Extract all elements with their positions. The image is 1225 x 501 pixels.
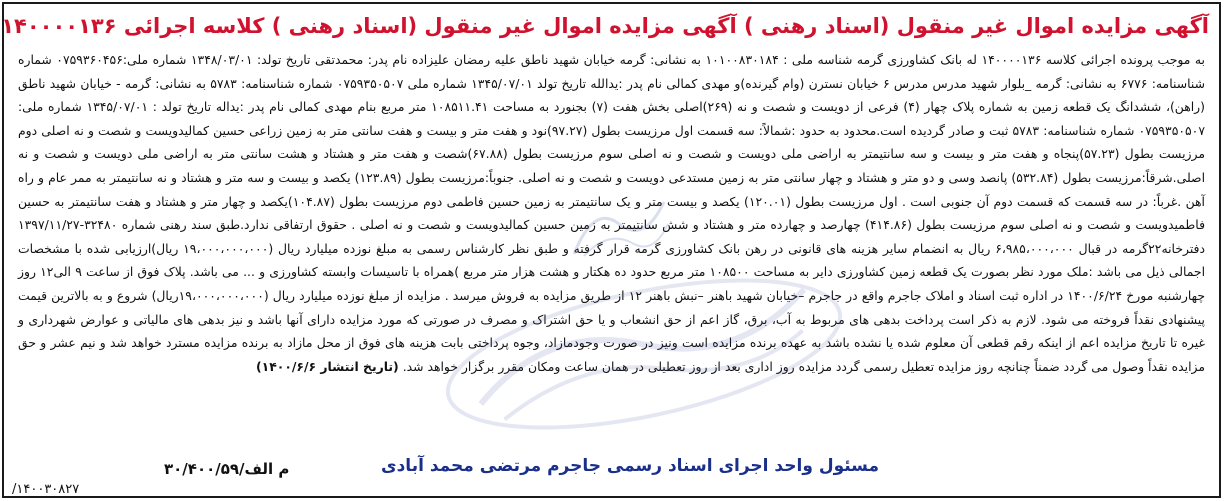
official-signature-line: مسئول واحد اجرای اسناد رسمی جاجرم مرتضی محمد آبادی — [381, 456, 879, 476]
notice-frame — [2, 2, 1221, 498]
notice-title: آگهی مزایده اموال غیر منقول (اسناد رهنی ) آگهی مزایده اموال غیر منقول (اسناد رهنی ) کلاسه اجرائی ۱۴۰۰۰۰۱۳۶ — [1, 14, 1209, 38]
notice-body — [18, 48, 1205, 428]
notice-body-text: به موجب پرونده اجرائی کلاسه ۱۴۰۰۰۰۱۳۶ له بانک کشاورزی گرمه شناسه ملی : ۱۰۱۰۰۸۳۰۱۸۴ به نشانی: گرمه خیابان شهید ناطق علیه رمضان علیزاده نام پدر: محمدتقی تاریخ تولد: ۱۳۴۸/۰۳/۰۱ شماره ملی:۰۷۵۹۳۶۰۴۵۶ شماره شناسنامه: ۶۷۷۶ به نشانی: گرمه _بلوار شهید مدرس مدرس ۶ خیابان نسترن (وام گیرنده)و مهدی کمالی نام پدر :یدالله تاریخ تولد ۱۳۴۵/۰۷/۰۱ شماره ملی ۰۷۵۹۳۵۰۵۰۷ شماره شناسنامه: ۵۷۸۳ به نشانی: گرمه - خیابان شهید ناطق (راهن)، ششدانگ یک قطعه زمین به شماره پلاک چهار (۴) فرعی از دویست و شصت و نه (۲۶۹)اصلی بخش هفت (۷) بجنورد به مساحت ۱۰۸۵۱۱.۴۱ متر مربع بنام مهدی کمالی نام پدر :یداله تاریخ تولد : ۱۳۴۵/۰۷/۰۱ شماره ملی: ۰۷۵۹۳۵۰۵۰۷ شماره شناسنامه: ۵۷۸۳ ثبت و صادر گردیده است.محدود به حدود :شمالاً: سه قسمت اول مرزیست بطول (۹۷.۲۷)نود و هفت متر و بیست و هفت سانتی متر به زمین زراعی حسین کمالیدویست و شصت و نه اصلی دوم مرزیست بطول (۵۷.۲۳)پنجاه و هفت متر و بیست و سه سانتیمتر به اراضی ملی دویست و شصت و نه اصلی سوم مرزیست بطول (۶۷.۸۸)شصت و هفت متر و هشتاد و هشت سانتی متر به اراضی ملی دویست و شصت و نه اصلی.شرقاً:مرزیست بطول (۵۳۲.۸۴) پانصد وسی و دو متر و هشتاد و چهار سانتی متر به زمین مستدعی دویست و شصت و نه اصلی. جنوباً:مرزیست بطول (۱۲۳.۸۹) یکصد و بیست و سه متر و هشتاد و نه سانتیمتر به ممر عام و راه آهن .غرباً: در سه قسمت که قسمت دوم آن جنوبی است . اول مرزیست بطول (۱۲۰.۰۱) یکصد و بیست متر و یک سانتیمتر به زمین حسین فاطمی دوم مرزیست بطول (۱۰۴.۸۷)یکصد و چهار متر و هشتاد و هفت سانتیمتر به حسین فاطمیدویست و شصت و نه اصلی سوم مرزیست بطول (۴۱۴.۸۶) چهارصد و چهارده متر و هشتاد و شش سانتیمتر به زمین حسین کمالیدویست و شصت و نه اصلی . حقوق ارتفاقی ندارد.طبق سند رهنی شماره ۳۲۴۸۰-۱۳۹۷/۱۱/۲۷ دفترخانه۲۲گرمه در قبال ۶،۹۸۵،۰۰۰،۰۰۰ ریال به انضمام سایر هزینه های قانونی در رهن بانک کشاورزی گرمه قرار گرفته و طبق نظر کارشناس رسمی به مبلغ نوزده میلیارد ریال (۱۹،۰۰۰،۰۰۰،۰۰۰ ریال)ارزیابی شده با مشخصات اجمالی ذیل می باشد :ملک مورد نظر بصورت یک قطعه زمین کشاورزی دایر به مساحت ۱۰۸۵۰۰ متر مربع حدود ده هکتار و هشت هزار متر مربع )همراه با تاسیسات وابسته کشاورزی و ... می باشد. پلاک فوق از ساعت ۹ الی۱۲ روز چهارشنبه مورخ ۱۴۰۰/۶/۲۴ در اداره ثبت اسناد و املاک جاجرم واقع در جاجرم –خیابان شهید باهنر –نبش باهنر ۱۲ از طریق مزایده به فروش میرسد . مزایده از مبلغ نوزده میلیارد ریال (۱۹،۰۰۰،۰۰۰،۰۰۰ریال) شروع و به بالاترین قیمت پیشنهادی نقداً فروخته می شود. لازم به ذکر است پرداخت بدهی های مربوط به آب، برق، گاز اعم از حق انشعاب و یا حق اشتراک و مصرف در صورتی که مورد مزایده دارای آنها باشد و نیز بدهی های مالیاتی و عوارض شهرداری و غیره تا تاریخ مزایده اعم از اینکه رقم قطعی آن معلوم شده یا نشده باشد به عهده برنده مزایده است ونیز در صورت وجودمازاد، وجوه پرداختی بابت هزینه های فوق از محل مازاد به برنده مزایده مسترد خواهد شد و نیم عشر و حق مزایده نقداً وصول می گردد ضمناً چنانچه روز مزایده تعطیل رسمی گردد مزایده روز اداری بعد از روز تعطیلی در همان ساعت ومکان مقرر برگزار خواهد شد. — [18, 52, 1206, 374]
reference-code: م الف/۳۰/۴۰۰/۵۹ — [164, 460, 290, 478]
document-number: ۱۴۰۰۳۰۸۲۷/ — [12, 482, 80, 497]
publication-date: (تاریخ انتشار ۱۴۰۰/۶/۶) — [255, 358, 399, 374]
